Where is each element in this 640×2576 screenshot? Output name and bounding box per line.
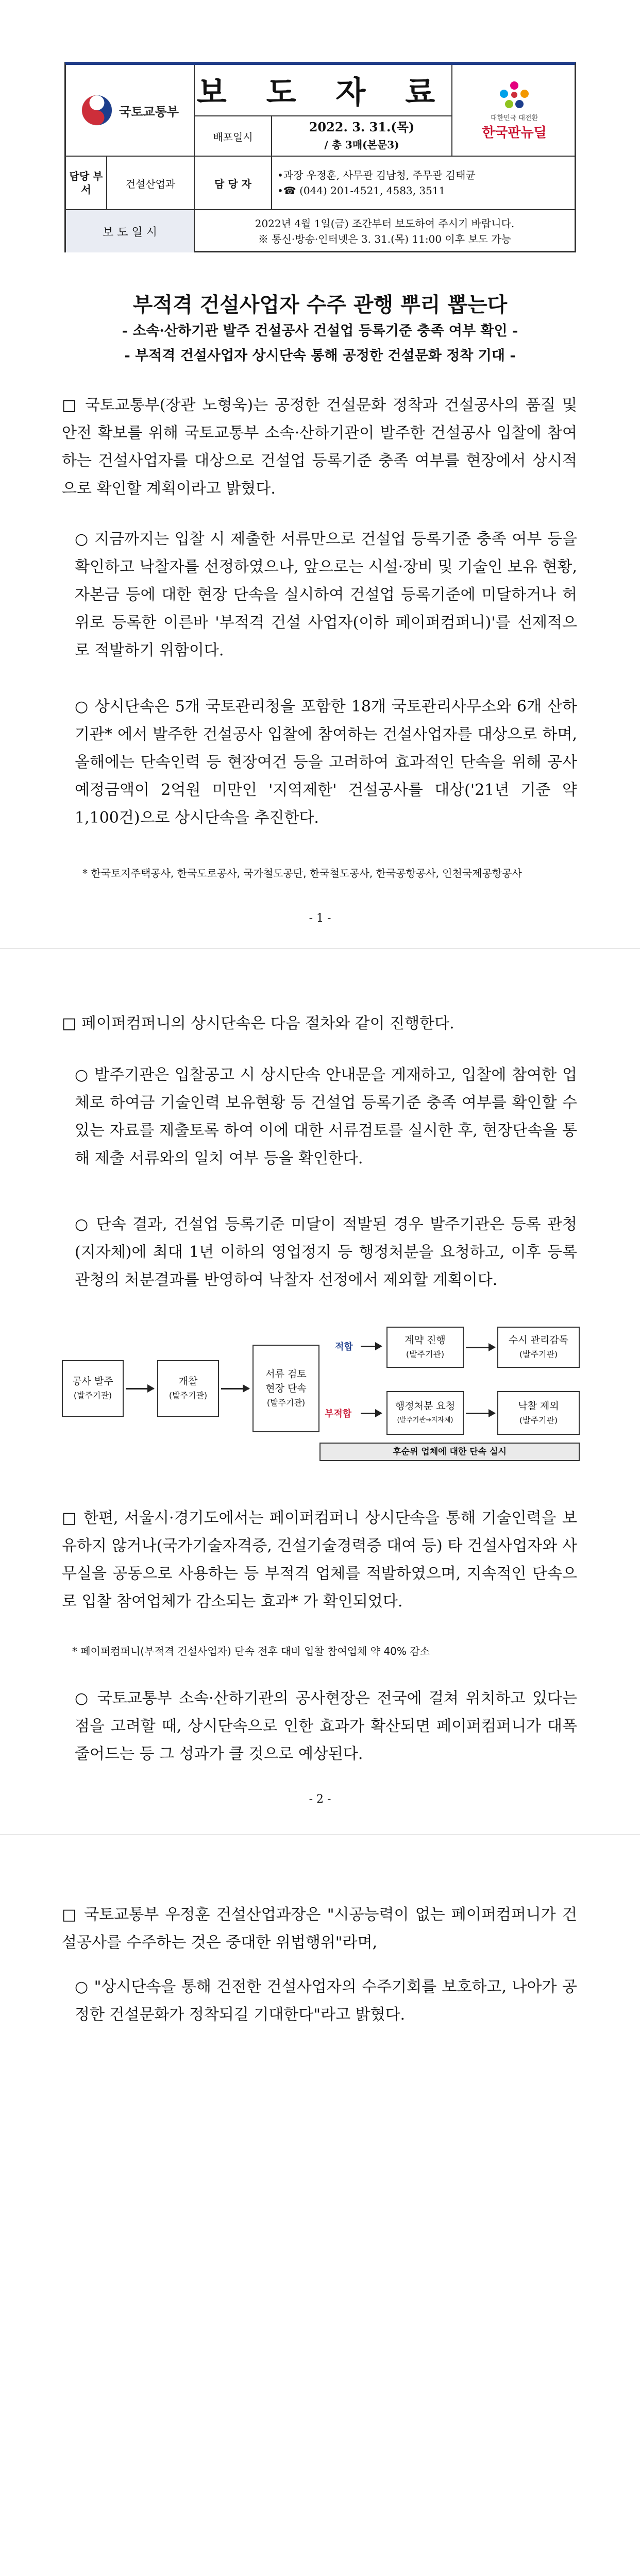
page2-paragraph-4: □ 한편, 서울시·경기도에서는 페이퍼컴퍼니 상시단속을 통해 기술인력을 보유하지 않거나(국가기술자격증, 건설기술경력증 대여 등) 타 건설사업자와 사무실을 공동으로 사용하는 등 부적격 업체를 적발하였으며, 지속적인 단속으로 입찰 참여업체가 감소되는 효과* 가 확인되었다. — [62, 1509, 577, 1611]
page2-paragraph-5: ○ 국토교통부 소속·산하기관의 공사현장은 전국에 걸쳐 위치하고 있다는 점을 고려할 때, 상시단속으로 인한 효과가 확산되면 페이퍼컴퍼니가 대폭 줄어드는 등 그 성과가 클 것으로 예상된다. — [75, 1689, 577, 1763]
ministry-name: 국토교통부 — [119, 104, 179, 119]
flow-box-disposition-sub: (발주기관→지자체) — [397, 1416, 453, 1424]
flow-arrow-4 — [466, 1413, 495, 1414]
page-count: / 총 3매(본문3) — [324, 139, 399, 151]
page1-paragraph-1: □ 국토교통부(장관 노형욱)는 공정한 건설문화 정착과 건설공사의 품질 및 안전 확보를 위해 국토교통부 소속·산하기관이 발주한 건설공사 입찰에 참여하는 건설사업자를 대상으로 건설업 등록기준 충족 여부를 현장에서 상시적으로 확인할 계획이라고 밝혔다. — [62, 396, 577, 498]
release-label: 보 도 일 시 — [66, 210, 195, 252]
flow-box-supervision — [497, 1327, 580, 1368]
flow-box-review-label-2: 현장 단속 — [265, 1383, 307, 1394]
flow-bar-next-bidder: 후순위 업체에 대한 단속 실시 — [319, 1443, 580, 1461]
new-deal-small-text: 대한민국 대전환 — [490, 114, 538, 122]
flow-box-exclusion — [497, 1391, 580, 1435]
officer-info — [272, 157, 575, 209]
headline-subtitle-1: - 소속·산하기관 발주 건설공사 건설업 등록기준 충족 여부 확인 - — [122, 323, 518, 339]
contact-row — [66, 156, 575, 209]
flow-label-fail: 부적합 — [325, 1409, 352, 1419]
officer-label: 담 당 자 — [195, 157, 272, 209]
dept-label: 담당 부서 — [66, 157, 107, 209]
page1-paragraph-2: ○ 지금까지는 입찰 시 제출한 서류만으로 건설업 등록기준 충족 여부 등을 확인하고 낙찰자를 선정하였으나, 앞으로는 시설·장비 및 기술인 보유 현황, 자본금 등에 대한 현장 단속을 실시하여 건설업 등록기준에 미달하거나 허위로 등록한 이른바 '부적격 건설 사업자(이하 페이퍼컴퍼니)'를 선제적으로 적발하기 위함이다. — [75, 530, 577, 659]
flow-box-opening-label: 개찰 — [178, 1376, 198, 1387]
page-number-2: - 2 - — [309, 1793, 331, 1806]
release-info — [195, 210, 575, 252]
flow-box-review-sub: (발주기관) — [266, 1398, 306, 1408]
page1-paragraph-3: ○ 상시단속은 5개 국토관리청을 포함한 18개 국토관리사무소와 6개 산하기관* 에서 발주한 건설공사 입찰에 참여하는 건설사업자를 대상으로 하며, 올해에는 단속인력 등 현장여건 등을 고려하여 효과적인 단속을 위해 공사예정금액이 2억원 미만인 '지역제한' 건설공사를 대상('21년 기준 약 1,100건)으로 상시단속을 추진한다. — [75, 698, 577, 827]
flow-box-exclusion-sub: (발주기관) — [519, 1415, 558, 1425]
flow-box-contract-label: 계약 진행 — [405, 1334, 446, 1346]
flow-box-disposition-label: 행정처분 요청 — [395, 1400, 456, 1412]
officer-phone: •☎ (044) 201-4521, 4583, 3511 — [277, 184, 446, 197]
new-deal-big-text: 한국판뉴딜 — [482, 125, 547, 141]
headline-subtitle-2: - 부적격 건설사업자 상시단속 통해 공정한 건설문화 정착 기대 - — [124, 348, 516, 364]
page3-paragraph-1: □ 국토교통부 우정훈 건설산업과장은 "시공능력이 없는 페이퍼컴퍼니가 건설공사를 수주하는 것은 중대한 위법행위"라며, — [62, 1906, 577, 1952]
press-release-title: 보 도 자 료 — [195, 65, 452, 116]
flow-box-review-label: 서류 검토 — [265, 1368, 307, 1380]
release-broadcast-note: ※ 통신·방송·인터넷은 3. 31.(목) 11:00 이후 보도 가능 — [258, 233, 512, 245]
flow-box-order — [62, 1360, 124, 1417]
flow-box-contract — [386, 1327, 464, 1368]
flow-box-supervision-sub: (발주기관) — [519, 1349, 558, 1359]
page2-paragraph-2: ○ 발주기관은 입찰공고 시 상시단속 안내문을 게재하고, 입찰에 참여한 업체로 하여금 기술인력 보유현황 등 건설업 등록기준 충족 여부를 확인할 수 있는 자료를 제출토록 하여 이에 대한 서류검토를 실시한 후, 현장단속을 통해 제출 서류와의 일치 여부 등을 확인한다. — [75, 1066, 577, 1167]
page2-paragraph-3: ○ 단속 결과, 건설업 등록기준 미달이 적발된 경우 발주기관은 등록 관청(지자체)에 최대 1년 이하의 영업정지 등 행정처분을 요청하고, 이후 등록관청의 처분결과를 반영하여 낙찰자 선정에서 제외할 계획이다. — [75, 1215, 577, 1289]
flow-arrow-pass — [361, 1346, 381, 1347]
new-deal-emblem-icon — [495, 79, 534, 110]
flow-box-opening — [157, 1360, 219, 1417]
dept-name: 건설산업과 — [107, 157, 195, 209]
release-embargo: 2022년 4월 1일(금) 조간부터 보도하여 주시기 바랍니다. — [255, 217, 515, 230]
flow-box-review — [252, 1345, 319, 1432]
flow-box-contract-sub: (발주기관) — [406, 1349, 445, 1359]
page2-footnote: * 페이퍼컴퍼니(부적격 건설사업자) 단속 전후 대비 입찰 참여업체 약 40% 감소 — [72, 1645, 430, 1657]
press-header-table — [64, 62, 576, 252]
flow-arrow-1 — [126, 1388, 154, 1389]
page2-paragraph-1: □ 페이퍼컴퍼니의 상시단속은 다음 절차와 같이 진행한다. — [62, 1014, 454, 1032]
flow-box-disposition — [386, 1391, 464, 1435]
flow-box-opening-sub: (발주기관) — [169, 1391, 208, 1400]
distribution-date-value: 2022. 3. 31.(목) — [309, 120, 415, 134]
flow-box-supervision-label: 수시 관리감독 — [508, 1334, 569, 1346]
release-row — [66, 209, 575, 252]
page-divider — [0, 1834, 640, 1835]
officer-names: •과장 우정훈, 사무관 김남청, 주무관 김태균 — [277, 169, 476, 181]
flow-arrow-fail — [361, 1413, 381, 1414]
page-divider — [0, 948, 640, 949]
headline-title: 부적격 건설사업자 수주 관행 뿌리 뽑는다 — [132, 293, 508, 317]
distribution-date — [272, 116, 452, 156]
flow-label-pass: 적합 — [335, 1342, 353, 1352]
page1-footnote: * 한국토지주택공사, 한국도로공사, 국가철도공단, 한국철도공사, 한국공항공사, 인천국제공항공사 — [82, 867, 522, 879]
page-number-1: - 1 - — [309, 912, 331, 925]
ministry-logo — [66, 65, 195, 156]
flow-arrow-3 — [466, 1347, 495, 1348]
flow-box-order-sub: (발주기관) — [73, 1391, 112, 1400]
page3-paragraph-2: ○ "상시단속을 통해 건전한 건설사업자의 수주기회를 보호하고, 나아가 공정한 건설문화가 정착되길 기대한다"라고 밝혔다. — [75, 1978, 577, 2024]
flow-arrow-2 — [221, 1388, 249, 1389]
flow-box-order-label: 공사 발주 — [72, 1376, 113, 1387]
new-deal-logo — [452, 65, 576, 156]
distribution-date-label: 배포일시 — [195, 116, 272, 156]
taegeuk-emblem-icon — [81, 94, 113, 126]
flow-box-exclusion-label: 낙찰 제외 — [518, 1400, 559, 1412]
